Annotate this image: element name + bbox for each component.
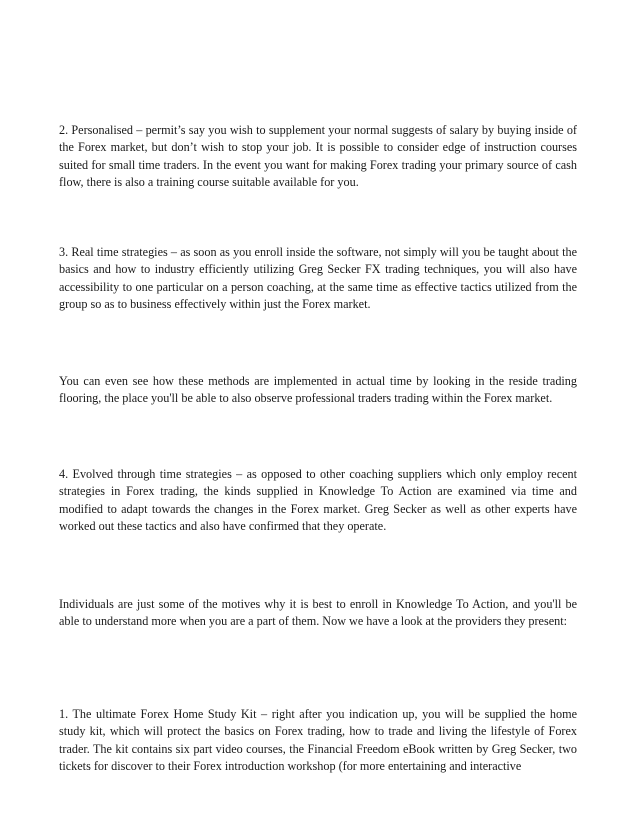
- paragraph-personalised: 2. Personalised – permit’s say you wish to supplement your normal suggests of salary by buying inside of the Forex market, but don’t wish to stop your job. It is possible to consider edge of instruction courses suited for small time traders. In the event you want for making Forex trading your primary source of cash flow, there is also a training course suitable available for you.: [59, 123, 577, 190]
- paragraph-home-study-kit: 1. The ultimate Forex Home Study Kit – right after you indication up, you will be supplied the home study kit, which will protect the basics on Forex trading, how to trade and living the lifestyle of Forex trader. The kit contains six part video courses, the Financial Freedom eBook written by Greg Secker, two tickets for discover to their Forex introduction workshop (for more entertaining and interactive: [59, 707, 577, 774]
- paragraph-real-time-strategies: 3. Real time strategies – as soon as you enroll inside the software, not simply will you be taught about the basics and how to industry efficiently utilizing Greg Secker FX trading techniques, you will also have accessibility to one particular on a person coaching, at the same time as effective tactics utilized from the group so as to business effectively within just the Forex market.: [59, 245, 577, 312]
- paragraph-motives-summary: Individuals are just some of the motives why it is best to enroll in Knowledge To Action, and you'll be able to understand more when you are a part of them. Now we have a look at the providers they present:: [59, 597, 577, 629]
- paragraph-live-trading-floor: You can even see how these methods are implemented in actual time by looking in the reside trading flooring, the place you'll be able to also observe professional traders trading within the Forex market.: [59, 374, 577, 406]
- paragraph-evolved-strategies: 4. Evolved through time strategies – as opposed to other coaching suppliers which only employ recent strategies in Forex trading, the kinds supplied in Knowledge To Action are examined via time and modified to adapt towards the changes in the Forex market. Greg Secker as well as other experts have worked out these tactics and also have confirmed that they operate.: [59, 467, 577, 534]
